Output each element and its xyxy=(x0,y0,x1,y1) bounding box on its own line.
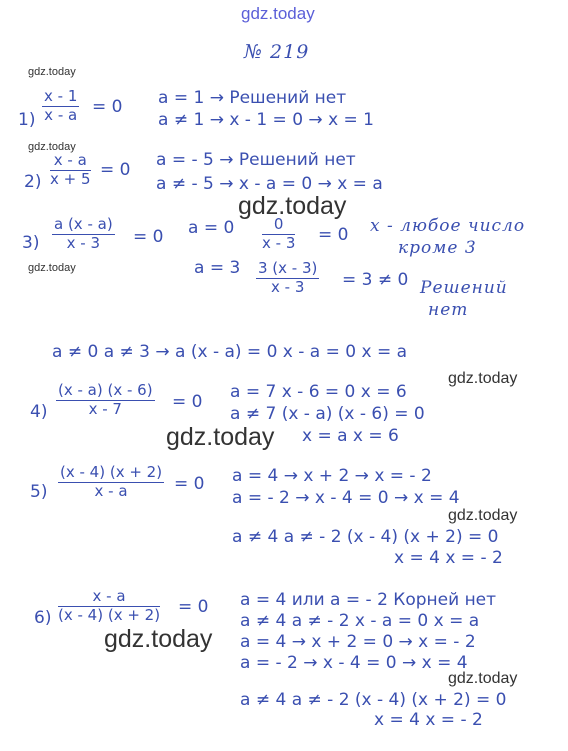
case-line: a ≠ 4 a ≠ - 2 (x - 4) (x + 2) = 0 xyxy=(240,690,507,710)
equals-zero: = 0 xyxy=(178,597,209,617)
case-condition: a = 3 xyxy=(194,258,241,278)
part-label: 6) xyxy=(34,608,52,628)
watermark: gdz.today xyxy=(28,66,76,78)
case-line: a = 4 → x + 2 → x = - 2 xyxy=(232,466,432,486)
case-line: a ≠ 7 (x - a) (x - 6) = 0 xyxy=(230,404,425,424)
fraction: $\frac{(x - 4) (x + 2)}{x - a}$ xyxy=(60,463,163,500)
case-line: a = - 5 → Решений нет xyxy=(156,150,356,170)
case-line: a ≠ - 5 → x - a = 0 → x = a xyxy=(156,174,383,194)
note-text: нет xyxy=(428,300,469,320)
watermark: gdz.today xyxy=(28,262,76,274)
case-line: x = 4 x = - 2 xyxy=(394,548,503,568)
fraction: $\frac{x - a}{x + 5}$ xyxy=(50,151,91,188)
watermark-large: gdz.today xyxy=(166,423,275,451)
case-line: a ≠ 4 a ≠ - 2 (x - 4) (x + 2) = 0 xyxy=(232,527,499,547)
fraction: $\frac{a (x - a)}{x - 3}$ xyxy=(54,215,113,252)
note-text: x - любое число xyxy=(370,216,526,236)
fraction: $\frac{3 (x - 3)}{x - 3}$ xyxy=(258,259,318,296)
case-line: a = 4 → x + 2 = 0 → x = - 2 xyxy=(240,632,476,652)
result-text: = 3 ≠ 0 xyxy=(342,270,409,290)
case-line: x = 4 x = - 2 xyxy=(374,710,483,730)
case-line: a ≠ 1 → x - 1 = 0 → x = 1 xyxy=(158,110,375,130)
problem-number: № 219 xyxy=(244,41,310,63)
equals-zero: = 0 xyxy=(174,474,205,494)
equals-zero: = 0 xyxy=(318,225,349,245)
fraction: $\frac{x - a}{(x - 4) (x + 2)}$ xyxy=(58,587,161,624)
watermark: gdz.today xyxy=(448,507,518,524)
equals-zero: = 0 xyxy=(172,392,203,412)
case-line: a = - 2 → x - 4 = 0 → x = 4 xyxy=(240,653,468,673)
watermark-large: gdz.today xyxy=(104,625,213,653)
part-label: 3) xyxy=(22,233,40,253)
fraction: $\frac{x - 1}{x - a}$ xyxy=(44,87,78,124)
part-label: 2) xyxy=(24,172,42,192)
part-label: 4) xyxy=(30,402,48,422)
case-line: x = a x = 6 xyxy=(302,426,399,446)
general-case-line: a ≠ 0 a ≠ 3 → a (x - a) = 0 x - a = 0 x = a xyxy=(52,342,408,362)
fraction: $\frac{0}{x - 3}$ xyxy=(262,215,296,252)
watermark-large: gdz.today xyxy=(238,192,347,220)
fraction: $\frac{(x - a) (x - 6)}{x - 7}$ xyxy=(58,381,153,418)
equals-zero: = 0 xyxy=(92,97,123,117)
part-label: 1) xyxy=(18,110,36,130)
case-line: a ≠ 4 a ≠ - 2 x - a = 0 x = a xyxy=(240,611,480,631)
site-logo: gdz.today xyxy=(241,4,315,23)
case-line: a = - 2 → x - 4 = 0 → x = 4 xyxy=(232,488,460,508)
note-text: Решений xyxy=(420,278,508,298)
equals-zero: = 0 xyxy=(133,227,164,247)
note-text: кроме 3 xyxy=(398,238,477,258)
case-condition: a = 0 xyxy=(188,218,235,238)
watermark: gdz.today xyxy=(448,370,518,387)
case-line: a = 4 или a = - 2 Корней нет xyxy=(240,590,497,610)
equals-zero: = 0 xyxy=(100,160,131,180)
watermark: gdz.today xyxy=(28,141,76,153)
case-line: a = 7 x - 6 = 0 x = 6 xyxy=(230,382,407,402)
part-label: 5) xyxy=(30,482,48,502)
watermark: gdz.today xyxy=(448,670,518,687)
case-line: a = 1 → Решений нет xyxy=(158,88,347,108)
